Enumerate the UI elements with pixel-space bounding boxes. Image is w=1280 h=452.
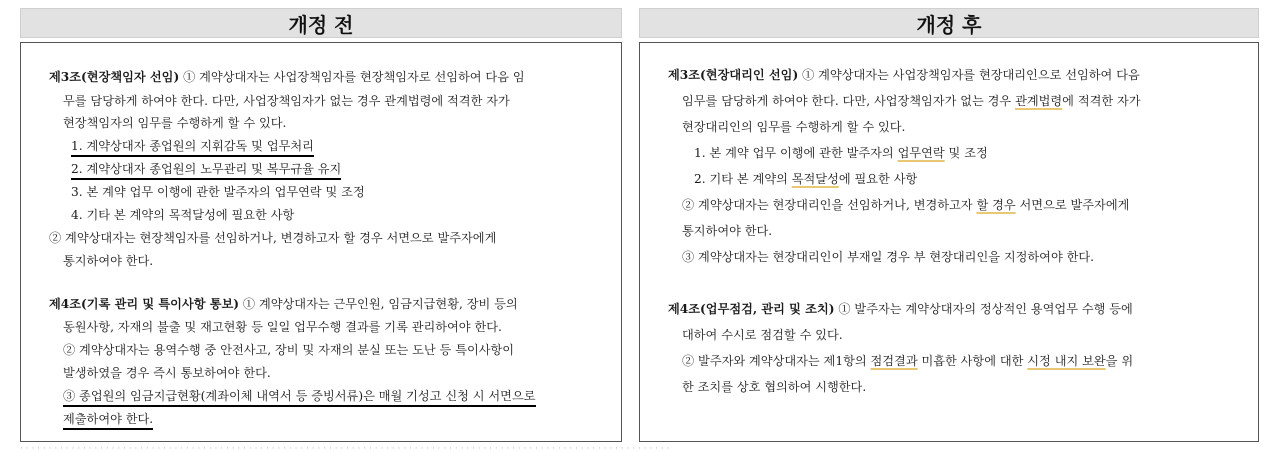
highlight-correction: 시정 내지 보완 [1027, 354, 1106, 368]
article3-para1-line2: 임무를 담당하게 하여야 한다. 다만, 사업장책임자가 없는 경우 관계법령에 적격한 자가 [682, 94, 1141, 108]
article3-first-line: 제3조(현장대리인 선임) ① 계약상대자는 사업장책임자를 현장대리인으로 선임하여 다음 [668, 68, 1140, 82]
after-document [639, 42, 1259, 442]
article3-item2: 2. 기타 본 계약의 목적달성에 필요한 사항 [694, 172, 918, 186]
article3-item2: 2. 계약상대자 종업원의 노무관리 및 복무규율 유지 [71, 161, 341, 177]
article3-para1-line3: 현장책임자의 임무를 수행하게 할 수 있다. [63, 116, 287, 130]
article4-first-line: 제4조(업무점검, 관리 및 조치) ① 발주자는 계약상대자의 정상적인 용역업무 수행 등에 [668, 302, 1133, 316]
highlight-inspection: 점검결과 [870, 354, 918, 368]
article3-para2-line2: 통지하여야 한다. [682, 224, 773, 238]
article3-title: 제3조(현장책임자 선임) [49, 70, 180, 84]
article4-para1-line2: 대하여 수시로 점검할 수 있다. [682, 328, 843, 342]
article3-title: 제3조(현장대리인 선임) [668, 68, 799, 82]
article3-para2-line2: 통지하여야 한다. [63, 254, 154, 268]
highlight-contact: 업무연락 [897, 146, 945, 160]
article4-para2-line1: ② 발주자와 계약상대자는 제1항의 점검결과 미흡한 사항에 대한 시정 내지 보완을 위 [682, 354, 1134, 368]
article4-para1-line2: 동원사항, 자재의 불출 및 재고현황 등 일일 업무수행 결과를 기록 관리하여야 한다. [63, 320, 502, 334]
article4-title: 제4조(기록 관리 및 특이사항 통보) [49, 297, 240, 311]
article4-para3-line1: ③ 종업원의 임금지급현황(계좌이체 내역서 등 증빙서류)은 매월 기성고 신청 시 서면으로 [63, 388, 536, 404]
article3-para1-line3: 현장대리인의 임무를 수행하게 할 수 있다. [682, 120, 906, 134]
article4-para2-line2: 한 조치를 상호 협의하여 시행한다. [682, 380, 867, 394]
article3-item1: 1. 본 계약 업무 이행에 관한 발주자의 업무연락 및 조정 [694, 146, 988, 160]
article3-item4: 4. 기타 본 계약의 목적달성에 필요한 사항 [71, 208, 295, 222]
article3-para2-line1: ② 계약상대자는 현장대리인을 선임하거나, 변경하고자 할 경우 서면으로 발주자에게 [682, 198, 1130, 212]
article3-para2-line1: ② 계약상대자는 현장책임자를 선임하거나, 변경하고자 할 경우 서면으로 발주자에게 [49, 231, 497, 245]
article4-para2-line2: 발생하였을 경우 즉시 통보하여야 한다. [63, 366, 271, 380]
before-document [20, 42, 622, 442]
highlight-law: 관계법령 [1015, 94, 1063, 108]
article4-para2-line1: ② 계약상대자는 용역수행 중 안전사고, 장비 및 자재의 분실 또는 도난 등 특이사항이 [63, 343, 515, 357]
article3-para3: ③ 계약상대자는 현장대리인이 부재일 경우 부 현장대리인을 지정하여야 한다. [682, 250, 1095, 264]
highlight-change: 할 경우 [976, 198, 1016, 212]
before-header: 개정 전 [20, 8, 622, 38]
article3-first-line: 제3조(현장책임자 선임) ① 계약상대자는 사업장책임자를 현장책임자로 선임하여 다음 임 [49, 70, 525, 84]
article3-para1-line2: 무를 담당하게 하여야 한다. 다만, 사업장책임자가 없는 경우 관계법령에 적격한 자가 [63, 94, 510, 108]
highlight-purpose: 목적달성 [791, 172, 839, 186]
article4-first-line: 제4조(기록 관리 및 특이사항 통보) ① 계약상대자는 근무인원, 임금지급현황, 장비 등의 [49, 297, 518, 311]
article4-title: 제4조(업무점검, 관리 및 조치) [668, 302, 835, 316]
article3-item1: 1. 계약상대자 종업원의 지휘감독 및 업무처리 [71, 138, 314, 154]
after-header: 개정 후 [639, 8, 1259, 38]
footer-faint-text: · · · · · · · · · · · · · · · · · · · · · · · · · · · · · · · · · · · · · · · · · · · · · · · · · · · · · · · · · · · · · · · · · · · · · · · · · · · · · · · · · · · · · · · · · · · · · · · · · · · · · · · · · · · · · · · · · · [20, 444, 670, 452]
before-panel [20, 8, 622, 426]
after-panel [639, 8, 1259, 394]
article4-para3-line2: 제출하여야 한다. [63, 411, 153, 427]
article3-item3: 3. 본 계약 업무 이행에 관한 발주자의 업무연락 및 조정 [71, 185, 365, 199]
